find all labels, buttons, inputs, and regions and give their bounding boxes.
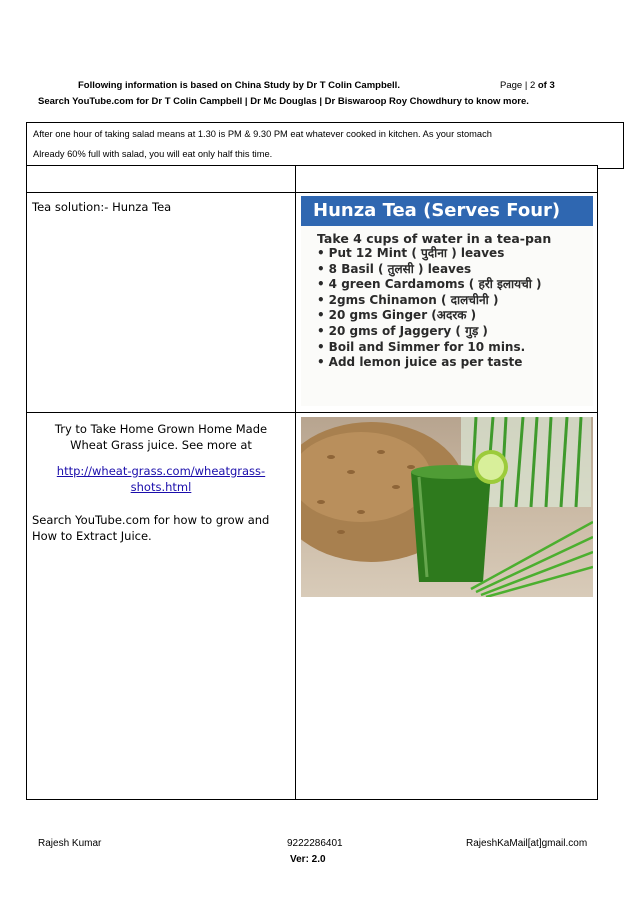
- table-border: [26, 165, 598, 166]
- hunza-tea-step: • 2gms Chinamon ( दालचीनी ): [317, 293, 593, 309]
- wheatgrass-search-line: Search YouTube.com for how to grow and: [32, 513, 270, 527]
- hunza-tea-steps: [301, 246, 593, 371]
- footer-email: RajeshKaMail[at]gmail.com: [466, 838, 588, 849]
- table-border: [26, 192, 598, 193]
- salad-note-line: After one hour of taking salad means at 1.30 is PM & 9.30 PM eat whatever cooked in kitchen. As your stomach: [33, 129, 492, 139]
- table-border: [26, 412, 598, 413]
- table-border: [597, 165, 598, 800]
- table-border: [26, 122, 27, 800]
- hunza-tea-step: • 4 green Cardamoms ( हरी इलायची ): [317, 277, 593, 293]
- page-total: of 3: [535, 80, 555, 91]
- hunza-tea-step: • 20 gms Ginger (अदरक ): [317, 308, 593, 324]
- hunza-tea-step: • Put 12 Mint ( पुदीना ) leaves: [317, 246, 593, 262]
- table-border: [26, 799, 598, 800]
- wheatgrass-search-line: How to Extract Juice.: [32, 529, 152, 543]
- wheatgrass-intro: [32, 421, 290, 453]
- footer-version-text: Ver: 2.0: [290, 854, 326, 865]
- hunza-tea-recipe-image: [301, 196, 593, 406]
- table-border: [597, 168, 624, 169]
- header-subtitle: Search YouTube.com for Dr T Colin Campbell | Dr Mc Douglas | Dr Biswaroop Roy Chowdhury to know more.: [38, 96, 529, 107]
- footer-version: [290, 854, 326, 865]
- wheatgrass-link-line[interactable]: http://wheat-grass.com/wheatgrass-: [56, 464, 266, 478]
- salad-note-line: Already 60% full with salad, you will eat only half this time.: [33, 149, 273, 159]
- salad-note: [33, 124, 593, 164]
- footer-name: Rajesh Kumar: [38, 838, 102, 849]
- header-title: Following information is based on China Study by Dr T Colin Campbell.: [78, 80, 400, 91]
- footer-phone: 9222286401: [287, 838, 343, 849]
- hunza-tea-intro: Take 4 cups of water in a tea-pan: [317, 231, 552, 246]
- wheatgrass-juice-photo: [301, 417, 593, 597]
- hunza-tea-step: • 8 Basil ( तुलसी ) leaves: [317, 262, 593, 278]
- hunza-tea-step: • Boil and Simmer for 10 mins.: [317, 340, 593, 356]
- wheatgrass-link[interactable]: [32, 463, 290, 495]
- tea-label: Tea solution:- Hunza Tea: [32, 200, 172, 214]
- table-border: [295, 165, 296, 800]
- wheatgrass-link-line[interactable]: shots.html: [130, 480, 192, 494]
- wheatgrass-intro-line: Wheat Grass juice. See more at: [70, 438, 252, 452]
- wheatgrass-juice-illustration: [301, 417, 593, 597]
- hunza-tea-step: • 20 gms of Jaggery ( गुड़ ): [317, 324, 593, 340]
- hunza-tea-title: Hunza Tea (Serves Four): [301, 196, 593, 226]
- wheatgrass-search-note: [32, 512, 294, 544]
- wheatgrass-intro-line: Try to Take Home Grown Home Made: [54, 422, 268, 436]
- table-border: [623, 122, 624, 169]
- hunza-tea-step: • Add lemon juice as per taste: [317, 355, 593, 371]
- page-prefix: Page |: [500, 80, 530, 91]
- page-current: 2: [529, 80, 536, 91]
- table-border: [26, 122, 624, 123]
- page-number: [500, 80, 555, 91]
